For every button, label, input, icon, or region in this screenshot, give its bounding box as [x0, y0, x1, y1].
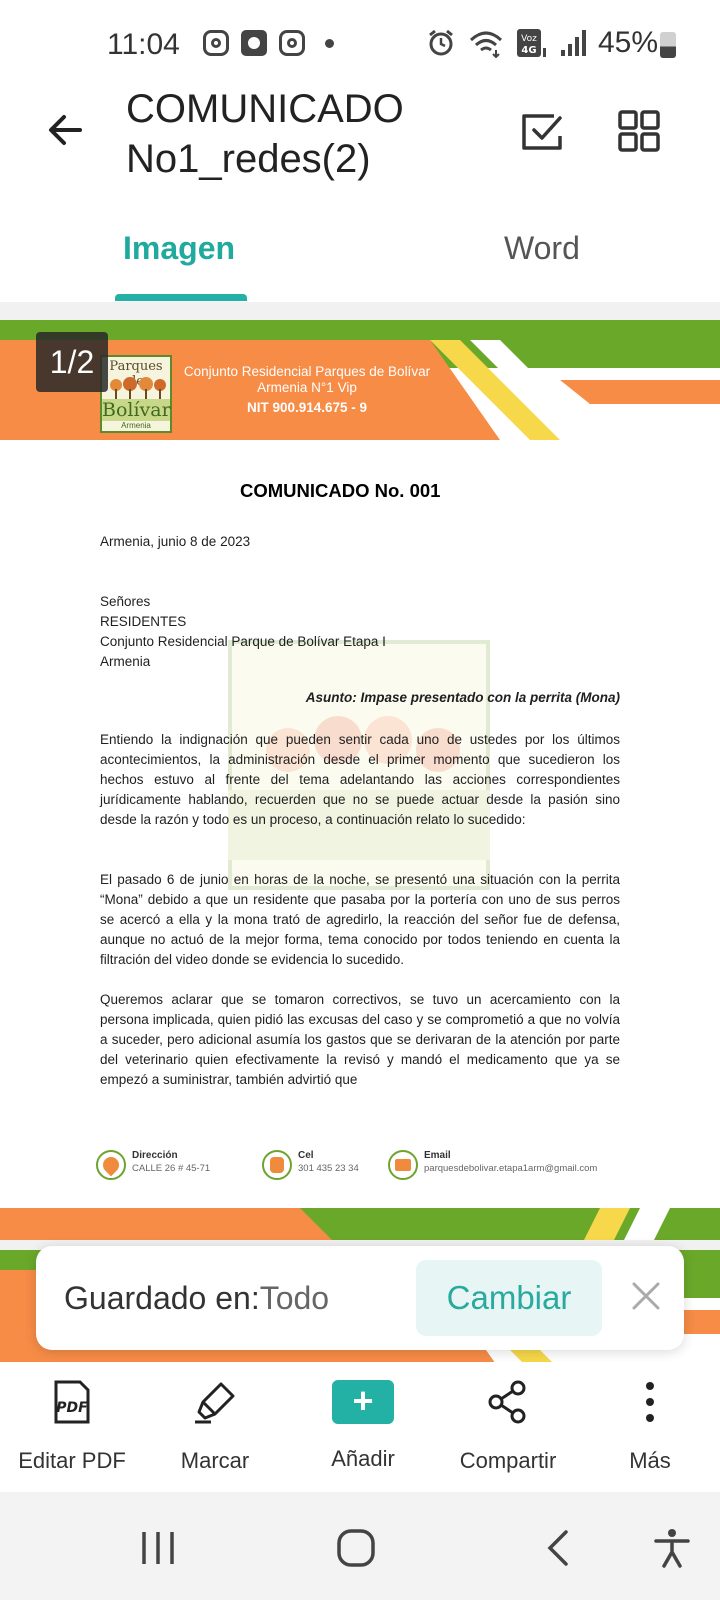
battery-percent: 45% [597, 26, 658, 59]
recipient-line: Conjunto Residencial Parque de Bolívar Etapa I [100, 634, 386, 649]
trees-icon [108, 377, 168, 399]
contact-value: CALLE 26 # 45-71 [132, 1163, 211, 1174]
instagram-icon [279, 30, 305, 56]
more-vertical-icon [626, 1378, 674, 1426]
app-header [0, 87, 720, 200]
contact-phone [262, 1150, 359, 1180]
letterhead-line1: Conjunto Residencial Parques de Bolívar [183, 364, 431, 379]
svg-text:Voz: Voz [521, 34, 537, 44]
grid-view-icon[interactable] [618, 110, 660, 152]
document-paragraph: Queremos aclarar que se tomaron correctivos, se tuvo un acercamiento con la persona implicada, quien pidió las excusas del caso y se comprometió a que no volvía a suceder, pero adicional asumía los gastos que se derivaran de la atención por parte del veterinario quien efectivamente la revisó y mandó el medicamento que ya se empezó a suministrar, también advirtió que [100, 992, 620, 1087]
recipient-line: RESIDENTES [100, 614, 187, 629]
footer-band [0, 1208, 720, 1240]
snackbar-folder: Todo [259, 1280, 330, 1316]
clock-app-icon [241, 30, 267, 56]
saved-snackbar [36, 1246, 684, 1350]
toolbar-label: Marcar [180, 1448, 250, 1473]
letterhead-text [176, 364, 438, 416]
page-indicator: 1/2 [36, 332, 108, 392]
pdf-edit-icon [48, 1378, 96, 1426]
alarm-icon [426, 28, 456, 58]
recent-apps-icon[interactable] [138, 1528, 178, 1568]
svg-text:4G: 4G [521, 45, 537, 56]
svg-text:PDF: PDF [56, 1400, 88, 1416]
logo-text-bottom: Armenia [121, 421, 151, 430]
toolbar-label: Más [629, 1448, 671, 1473]
toolbar-label: Compartir [459, 1448, 557, 1473]
document-paragraph: Entiendo la indignación que pueden sentir cada uno de ustedes por los últimos acontecimientos, la administración desde el primer momento que sucedieron los hechos estuvo al frente del tema adelantando las acciones correspondientes jurídicamente hablando, recuerden que no se puede actuar desde la pasión sino desde la razón y todo es un proceso, a continuación relato lo sucedido: [100, 732, 620, 827]
back-arrow-icon[interactable] [44, 108, 88, 152]
home-icon[interactable] [336, 1528, 376, 1568]
battery-icon [660, 32, 676, 58]
bottom-toolbar [0, 1362, 720, 1492]
accessibility-icon[interactable] [652, 1528, 692, 1568]
close-icon[interactable] [626, 1276, 666, 1316]
select-check-icon[interactable] [518, 108, 566, 156]
share-icon [484, 1378, 532, 1426]
status-bar [0, 0, 720, 90]
edit-pdf-button[interactable] [2, 1378, 142, 1474]
tab-imagen[interactable]: Imagen [123, 230, 236, 266]
document-subject: Asunto: Impase presentado con la perrita (Mona) [305, 690, 620, 705]
letterhead-line2: Armenia N°1 Vip [257, 380, 357, 395]
contact-label: Cel [298, 1150, 314, 1161]
share-button[interactable] [438, 1378, 578, 1474]
document-date: Armenia, junio 8 de 2023 [100, 534, 251, 549]
mail-icon [388, 1150, 418, 1180]
document-title: COMUNICADO No1_redes(2) [126, 87, 404, 181]
contact-label: Email [424, 1150, 451, 1161]
back-nav-icon[interactable] [540, 1528, 580, 1568]
contact-address [96, 1150, 210, 1180]
change-folder-button[interactable]: Cambiar [416, 1260, 602, 1336]
system-nav-bar [0, 1492, 720, 1600]
more-button[interactable] [580, 1378, 720, 1474]
add-button[interactable] [293, 1378, 433, 1472]
contact-label: Dirección [132, 1150, 178, 1161]
system-icons [426, 26, 658, 60]
document-paragraph: El pasado 6 de junio en horas de la noche, se presentó una situación con la perrita “Mona” debido a que un residente que pasaba por la portería con uno de sus perros se acercó a ella y la mona trató de agredirlo, la reacción del señor fue de defensa, aunque no actuó de la mejor forma, tema conocido por todos teniendo en cuenta la filtración del video donde se evidencia lo sucedido. [100, 872, 620, 967]
add-icon: + [332, 1380, 394, 1424]
highlighter-icon [191, 1378, 239, 1426]
instagram-icon [203, 30, 229, 56]
contact-value: 301 435 23 34 [298, 1163, 359, 1174]
signal-icon [560, 28, 586, 58]
contact-value: parquesdebolivar.etapa1arm@gmail.com [424, 1163, 598, 1174]
dot-icon [325, 39, 334, 48]
document-heading: COMUNICADO No. 001 [240, 480, 441, 501]
snackbar-prefix: Guardado en: [64, 1280, 260, 1316]
logo-text-top: Parques [109, 359, 163, 374]
volte-4g-icon [516, 28, 548, 58]
contact-email [388, 1150, 597, 1180]
mark-button[interactable] [145, 1378, 285, 1474]
view-tabs [0, 210, 720, 302]
recipient-line: Señores [100, 594, 151, 609]
active-tab-indicator [115, 294, 247, 301]
document-recipient [100, 592, 386, 672]
tab-word[interactable]: Word [504, 230, 580, 266]
recipient-line: Armenia [100, 654, 151, 669]
community-logo [100, 355, 172, 433]
letterhead-nit: NIT 900.914.675 - 9 [246, 400, 368, 415]
wifi-icon [468, 28, 504, 58]
toolbar-label: Editar PDF [18, 1448, 126, 1473]
toolbar-label: Añadir [331, 1446, 395, 1471]
notification-icons [203, 30, 334, 56]
logo-text-main: Bolívar [102, 399, 171, 421]
phone-icon [262, 1150, 292, 1180]
footer-contacts [96, 1150, 656, 1190]
document-viewer[interactable] [0, 302, 720, 1362]
snackbar-message [64, 1280, 329, 1317]
document-page [0, 320, 720, 1240]
location-icon [96, 1150, 126, 1180]
status-time: 11:04 [107, 28, 180, 61]
